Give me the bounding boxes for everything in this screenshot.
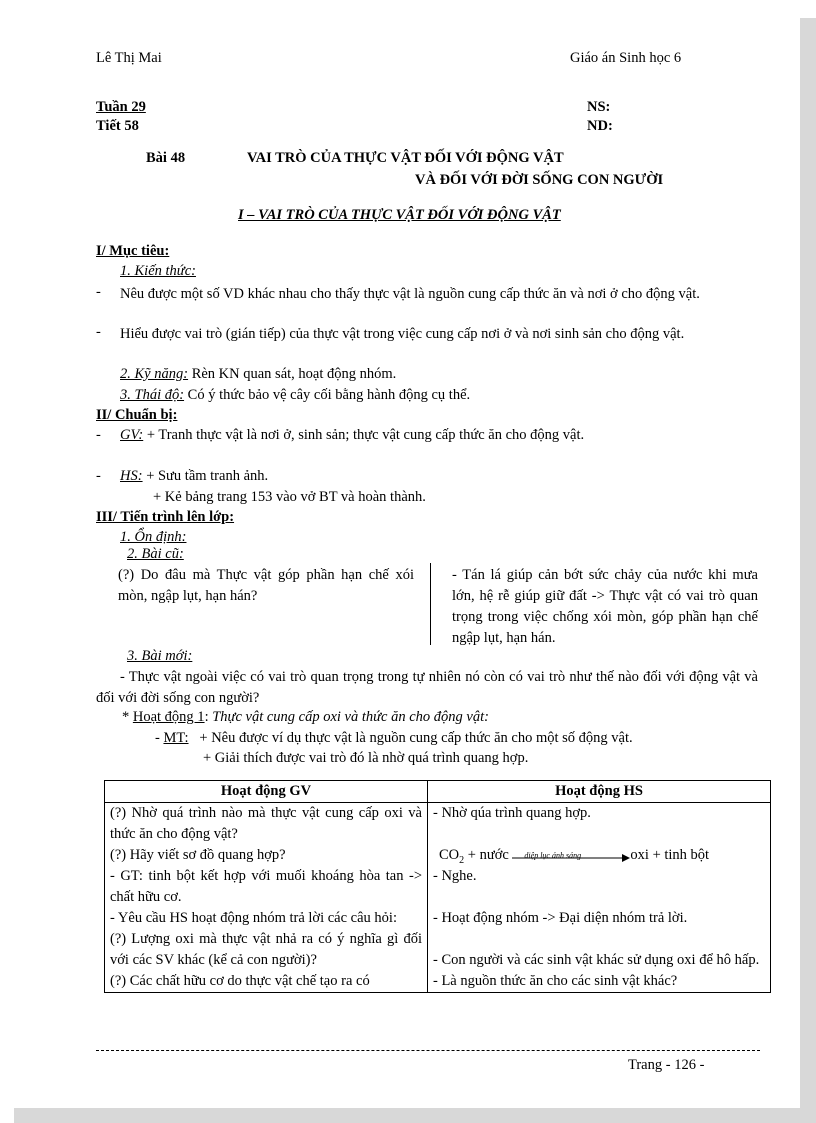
bai-number: Bài 48 — [146, 150, 186, 166]
process-heading: III/ Tiến trình lên lớp: — [96, 509, 235, 525]
old-answer: - Tán lá giúp cản bớt sức chảy của nước khi mưa lớn, hệ rễ giúp giữ đất -> Thực vật có vai trò quan trọng trong việc chống xói mòn, góp phần hạn chế ngập lụt, hạn hán. — [452, 567, 758, 646]
arrow-right-icon — [512, 853, 630, 863]
formula-co: CO — [439, 847, 460, 863]
step-3-label: 3. Bài mới: — [127, 648, 193, 664]
step-2-label: 2. Bài cũ: — [127, 546, 184, 562]
intro-paragraph: - Thực vật ngoài việc có vai trò quan trọng trong tự nhiên nó còn có vai trò như thế nào đối với động vật và đối với đời sống con người? — [96, 669, 758, 706]
table-header-row — [105, 781, 771, 803]
gv-cell: (?) Các chất hữu cơ do thực vật chế tạo ra có — [110, 973, 370, 989]
hs-cell: - Là nguồn thức ăn cho các sinh vật khác? — [433, 973, 678, 989]
title-line-2: VÀ ĐỐI VỚI ĐỜI SỐNG CON NGƯỜI — [415, 172, 664, 188]
skill-label: 2. Kỹ năng: — [120, 366, 189, 382]
hs-label: HS: — [120, 468, 143, 484]
bullet-dash: - — [96, 468, 101, 484]
header-author: Lê Thị Mai — [96, 50, 162, 66]
attitude-row — [120, 387, 470, 404]
step-1-label: 1. Ổn định: — [120, 529, 187, 545]
formula-arrow — [512, 849, 630, 859]
page-number: Trang - 126 - — [628, 1057, 705, 1073]
formula-water: + nước — [464, 847, 513, 863]
page-shadow-bottom — [14, 1108, 816, 1123]
arrow-label: diệp lục ánh sáng — [524, 851, 582, 860]
attitude-text: Có ý thức bảo vệ cây cối bằng hành động cụ thể. — [184, 387, 471, 403]
gv-text: + Tranh thực vật là nơi ở, sinh sản; thực vật cung cấp thức ăn cho động vật. — [143, 427, 585, 443]
activity-1-row: * Hoạt động 1: Thực vật cung cấp oxi và thức ăn cho động vật: — [122, 709, 489, 725]
skill-text: Rèn KN quan sát, hoạt động nhóm. — [188, 366, 397, 382]
gv-row — [120, 427, 584, 444]
column-divider — [430, 563, 431, 645]
lesson-number: Tiết 58 — [96, 118, 139, 134]
nd-label: ND: — [587, 118, 613, 134]
hs-cell: - Hoạt động nhóm -> Đại diện nhóm trả lời. — [433, 910, 688, 926]
gv-cell: - Yêu cầu HS hoạt động nhóm trả lời các câu hỏi: — [110, 910, 397, 926]
knowledge-label: 1. Kiến thức: — [120, 263, 196, 279]
hs-text-2: + Kẻ bảng trang 153 vào vở BT và hoàn thành. — [153, 489, 426, 505]
table-row — [105, 803, 771, 993]
formula-product: oxi + tinh bột — [630, 847, 710, 863]
mt-label: MT: — [163, 730, 189, 746]
hs-cell: - Con người và các sinh vật khác sử dụng oxi để hô hấp. — [433, 952, 760, 968]
formula-sub: 2 — [459, 854, 465, 866]
prep-heading: II/ Chuẩn bị: — [96, 407, 178, 423]
col-header-hs: Hoạt động HS — [428, 781, 771, 803]
photosynthesis-formula — [433, 845, 765, 866]
gv-cell: (?) Lượng oxi mà thực vật nhả ra có ý nghĩa gì đối với các SV khác (kể cả con người)? — [110, 931, 422, 968]
bullet-dash: - — [96, 284, 101, 300]
attitude-label: 3. Thái độ: — [120, 387, 185, 403]
activity-table — [104, 780, 771, 993]
gv-label: GV: — [120, 427, 144, 443]
mt-text-1: + Nêu được ví dụ thực vật là nguồn cung cấp thức ăn cho một số động vật. — [199, 730, 633, 746]
hs-cell: - Nghe. — [433, 868, 477, 884]
old-question: (?) Do đâu mà Thực vật góp phần hạn chế xói mòn, ngập lụt, hạn hán? — [118, 567, 414, 604]
knowledge-item-2: Hiểu được vai trò (gián tiếp) của thực vật trong việc cung cấp nơi ở và nơi sinh sản cho động vật. — [120, 326, 685, 342]
knowledge-item-1: Nêu được một số VD khác nhau cho thấy thực vật là nguồn cung cấp thức ăn và nơi ở cho động vật. — [120, 286, 700, 302]
ns-label: NS: — [587, 99, 611, 115]
footer-divider — [96, 1050, 760, 1051]
week-label: Tuần 29 — [96, 99, 146, 115]
mt-row: - MT: + Nêu được ví dụ thực vật là nguồn cung cấp thức ăn cho một số động vật. — [155, 730, 633, 746]
header-course: Giáo án Sinh học 6 — [570, 50, 682, 66]
gv-cell: - GT: tinh bột kết hợp với muối khoáng hòa tan -> chất hữu cơ. — [110, 868, 422, 905]
gv-cell: (?) Hãy viết sơ đồ quang hợp? — [110, 847, 286, 863]
activity-label: Hoạt động 1 — [132, 709, 205, 725]
objectives-heading: I/ Mục tiêu: — [96, 243, 170, 259]
gv-cell: (?) Nhờ quá trình nào mà thực vật cung cấp oxi và thức ăn cho động vật? — [110, 805, 422, 842]
hs-cell: - Nhờ qúa trình quang hợp. — [433, 805, 591, 821]
section-title: I – VAI TRÒ CỦA THỰC VẬT ĐỐI VỚI ĐỘNG VẬT — [238, 207, 561, 223]
title-line-1: VAI TRÒ CỦA THỰC VẬT ĐỐI VỚI ĐỘNG VẬT — [247, 150, 564, 166]
bullet-dash: - — [96, 324, 101, 340]
hs-text-1: + Sưu tầm tranh ảnh. — [142, 468, 269, 484]
bullet-dash: - — [96, 427, 101, 443]
mt-text-2: + Giải thích được vai trò đó là nhờ quá trình quang hợp. — [203, 750, 529, 766]
page-shadow-right — [800, 18, 816, 1108]
activity-title: Thực vật cung cấp oxi và thức ăn cho động vật: — [212, 709, 489, 725]
skill-row — [120, 366, 396, 383]
col-header-gv: Hoạt động GV — [105, 781, 428, 803]
hs-row — [120, 468, 268, 485]
